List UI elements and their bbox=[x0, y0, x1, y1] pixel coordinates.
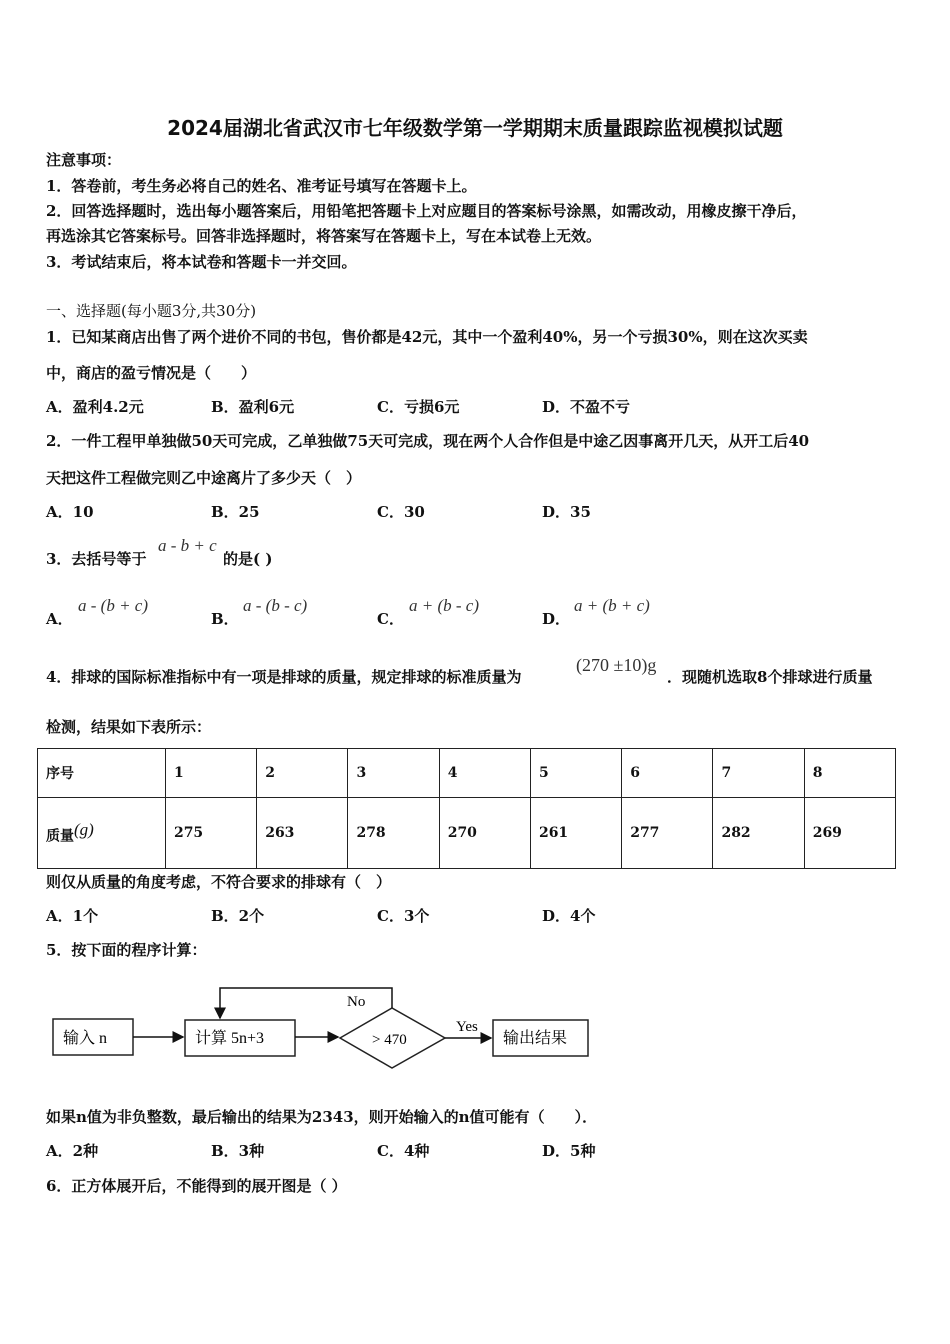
q1-option-c[interactable]: C．亏损6元 bbox=[377, 398, 460, 416]
table-cell: 5 bbox=[530, 749, 621, 798]
q3-expression: a - b + c bbox=[158, 536, 217, 555]
unit-label: (g) bbox=[74, 820, 94, 840]
q5-text: 如果n值为非负整数，最后输出的结果为2343，则开始输入的n值可能有（ ）． bbox=[46, 1108, 598, 1126]
q3-option-a-label[interactable]: A． bbox=[46, 610, 73, 628]
q4-option-b[interactable]: B．2个 bbox=[211, 907, 265, 925]
page-title: 2024届湖北省武汉市七年级数学第一学期期末质量跟踪监视模拟试题 bbox=[167, 116, 783, 140]
mass-label: 质量 bbox=[46, 828, 74, 845]
q3-option-b[interactable]: a - (b - c) bbox=[243, 596, 308, 615]
q5-option-d[interactable]: D．5种 bbox=[542, 1142, 596, 1160]
q5-option-c[interactable]: C．4种 bbox=[377, 1142, 430, 1160]
table-cell: 275 bbox=[165, 798, 256, 869]
q5-text: 5．按下面的程序计算： bbox=[46, 941, 207, 959]
q4-text: 4．排球的国际标准指标中有一项是排球的质量，规定排球的标准质量为 bbox=[46, 668, 522, 686]
section-heading: 一、选择题(每小题3分,共30分) bbox=[46, 302, 257, 320]
table-cell: 277 bbox=[622, 798, 713, 869]
table-cell: 282 bbox=[713, 798, 804, 869]
input-label: 输入 n bbox=[63, 1030, 108, 1047]
q6-text: 6．正方体展开后，不能得到的展开图是（ ） bbox=[46, 1177, 347, 1195]
q4-option-a[interactable]: A．1个 bbox=[46, 907, 99, 925]
q3-suffix: 的是( ) bbox=[223, 550, 273, 568]
q1-option-d[interactable]: D．不盈不亏 bbox=[542, 398, 631, 416]
note-item: 2．回答选择题时，选出每小题答案后，用铅笔把答题卡上对应题目的答案标号涂黑，如需改动，用橡皮擦干净后， bbox=[46, 202, 807, 220]
q3-option-a[interactable]: a - (b + c) bbox=[78, 596, 149, 615]
q5-option-b[interactable]: B．3种 bbox=[211, 1142, 265, 1160]
q4-formula: (270 ±10)g bbox=[576, 655, 657, 675]
condition-label: > 470 bbox=[372, 1032, 407, 1048]
table-cell: 263 bbox=[257, 798, 348, 869]
note-item: 3．考试结束后，将本试卷和答题卡一并交回。 bbox=[46, 253, 357, 271]
q1-text: 中，商店的盈亏情况是（ ） bbox=[46, 364, 257, 382]
table-cell: 序号 bbox=[38, 749, 166, 798]
table-cell: 270 bbox=[439, 798, 530, 869]
table-cell: 7 bbox=[713, 749, 804, 798]
note-item: 再选涂其它答案标号。回答非选择题时，将答案写在答题卡上，写在本试卷上无效。 bbox=[46, 227, 602, 245]
q3-option-c-label[interactable]: C． bbox=[377, 610, 404, 628]
q2-text: 2．一件工程甲单独做50天可完成，乙单独做75天可完成，现在两个人合作但是中途乙因事离开几天，从开工后40 bbox=[46, 432, 810, 450]
q4-text: 检测，结果如下表所示： bbox=[46, 718, 212, 736]
notes-heading: 注意事项： bbox=[46, 151, 122, 169]
q2-option-d[interactable]: D．35 bbox=[542, 503, 591, 521]
q4-option-d[interactable]: D．4个 bbox=[542, 907, 596, 925]
compute-label: 计算 5n+3 bbox=[195, 1030, 265, 1047]
q3-option-b-label[interactable]: B． bbox=[211, 610, 239, 628]
output-label: 输出结果 bbox=[503, 1030, 568, 1047]
q4-text: ．现随机选取8个排球进行质量 bbox=[667, 668, 873, 686]
table-cell: 2 bbox=[257, 749, 348, 798]
yes-label: Yes bbox=[456, 1019, 478, 1035]
q2-text: 天把这件工程做完则乙中途离片了多少天（ ） bbox=[46, 469, 362, 487]
q3-option-c[interactable]: a + (b - c) bbox=[409, 596, 480, 615]
table-cell: 1 bbox=[165, 749, 256, 798]
table-cell: 278 bbox=[348, 798, 439, 869]
q1-option-a[interactable]: A．盈利4.2元 bbox=[46, 398, 144, 416]
q1-option-b[interactable]: B．盈利6元 bbox=[211, 398, 295, 416]
q3-prefix: 3．去括号等于 bbox=[46, 550, 147, 568]
q2-option-b[interactable]: B．25 bbox=[211, 503, 260, 521]
loop-arrow bbox=[220, 988, 392, 1018]
q1-text: 1．已知某商店出售了两个进价不同的书包，售价都是42元，其中一个盈利40%，另一个亏损30%，则在这次买卖 bbox=[46, 328, 808, 346]
q4-text: 则仅从质量的角度考虑，不符合要求的排球有（ ） bbox=[46, 873, 392, 891]
q3-option-d-label[interactable]: D． bbox=[542, 610, 571, 628]
table-cell: 8 bbox=[804, 749, 895, 798]
q2-option-a[interactable]: A．10 bbox=[46, 503, 94, 521]
no-label: No bbox=[347, 994, 366, 1010]
q4-option-c[interactable]: C．3个 bbox=[377, 907, 430, 925]
q3-option-d[interactable]: a + (b + c) bbox=[574, 596, 650, 615]
table-cell: 6 bbox=[622, 749, 713, 798]
q2-option-c[interactable]: C．30 bbox=[377, 503, 425, 521]
table-cell: 261 bbox=[530, 798, 621, 869]
table-cell: 4 bbox=[439, 749, 530, 798]
note-item: 1．答卷前，考生务必将自己的姓名、准考证号填写在答题卡上。 bbox=[46, 177, 477, 195]
q5-option-a[interactable]: A．2种 bbox=[46, 1142, 99, 1160]
table-cell: 3 bbox=[348, 749, 439, 798]
table-cell: 269 bbox=[804, 798, 895, 869]
